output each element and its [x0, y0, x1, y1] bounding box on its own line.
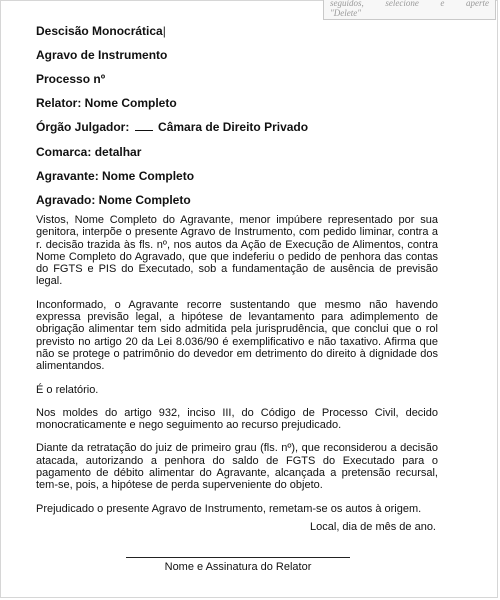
document-title[interactable]: Descisão Monocrática|	[36, 24, 166, 38]
paragraph: Prejudicado o presente Agravo de Instrumento, remetam-se os autos à origem.	[36, 502, 422, 515]
document-type: Agravo de Instrumento	[36, 48, 168, 62]
paragraph: Nos moldes do artigo 932, inciso III, do Código de Processo Civil, decido monocraticamente e nego seguimento ao recurso prejudicado.	[36, 406, 438, 432]
paragraph: É o relatório.	[36, 383, 99, 396]
paragraph: Diante da retratação do juiz de primeiro grau (fls. nº), que reconsiderou a decisão atacada, autorizando a penhora do saldo de FGTS do Executado para o pagamento de débito alimentar do Agravante, alcançada a pretensão recursal, tem-se, pois, a hipótese de perda superveniente do objeto.	[36, 442, 438, 492]
closing-place-date: Local, dia de mês de ano.	[310, 521, 436, 533]
tooltip-word-2: selecione	[385, 0, 419, 8]
tooltip-line-1	[330, 0, 489, 8]
tooltip-line-2: "Delete"	[330, 8, 362, 18]
signature-line	[126, 557, 350, 558]
processo-field: Processo nº	[36, 72, 106, 86]
agravante-field: Agravante: Nome Completo	[36, 169, 195, 183]
blank-line	[135, 120, 153, 131]
decision-body	[36, 214, 438, 526]
instruction-tooltip	[323, 0, 496, 20]
tooltip-word-1: seguidos,	[330, 0, 364, 8]
signature-label: Nome e Assinatura do Relator	[164, 561, 312, 573]
relator-field: Relator: Nome Completo	[36, 96, 177, 110]
tooltip-word-3: e	[440, 0, 445, 8]
paragraph: Inconformado, o Agravante recorre sustentando que mesmo não havendo expressa previsão legal, a hipótese de levantamento para adimplemento de obrigação alimentar tem sido admitida pela jurisprudência, que conclui que o rol previsto no artigo 20 da Lei 8.036/90 é exemplificativo e não taxativo. Afirma que não se protege o patrimônio do devedor em detrimento do direito à dignidade dos alimentandos.	[36, 298, 438, 373]
comarca-field: Comarca: detalhar	[36, 145, 142, 159]
text-cursor: |	[162, 24, 166, 38]
tooltip-word-4: aperte	[465, 0, 489, 8]
orgao-julgador-field: Órgão Julgador: Câmara de Direito Privado	[36, 120, 309, 134]
agravado-field: Agravado: Nome Completo	[36, 193, 191, 207]
paragraph: Vistos, Nome Completo do Agravante, menor impúbere representado por sua genitora, interpõe o presente Agravo de Instrumento, com pedido liminar, contra a r. decisão trazida às fls. nº, nos autos da Ação de Execução de Alimentos, contra Nome Completo do Agravado, que que indeferiu o pedido de penhora das contas do FGTS e PIS do Executado, sob a fundamentação de ausência de previsão legal.	[36, 214, 438, 288]
